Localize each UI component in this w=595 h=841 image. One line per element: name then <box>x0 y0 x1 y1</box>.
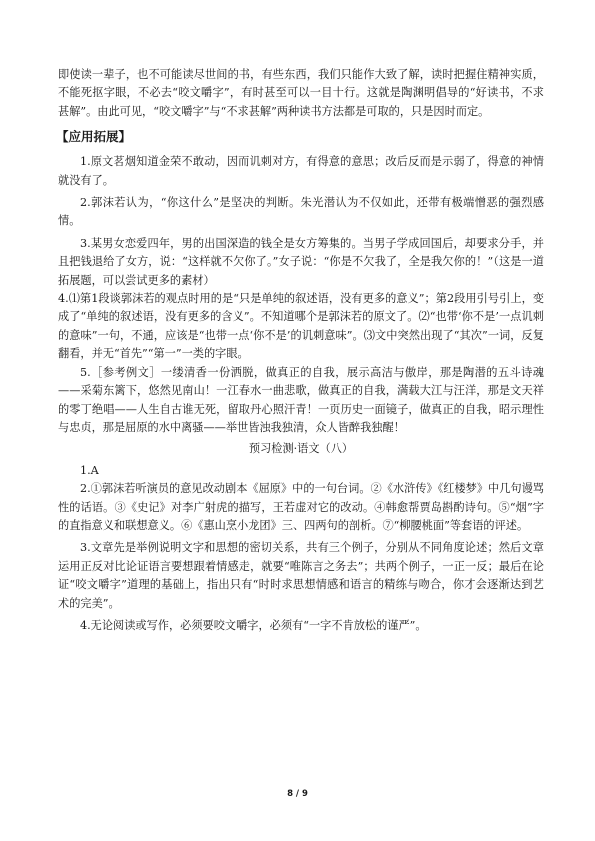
answer-2: 2.郭沫若认为，“你这什么”是坚决的判断。朱光潜认为不仅如此，还带有极端憎恶的强烈感情。 <box>58 196 544 228</box>
answer-5: 5.［参考例文］一缕清香一份洒脱，做真正的自我，展示高洁与傲岸，那是陶潜的五斗诗魂——采菊东篱下，悠然见南山！一江春水一曲悲歌，做真正的自我，满载大江与汪洋，那是文天祥的零丁绝唱——人生自古谁无死，留取丹心照汗青！一页历史一面镜子，做真正的自我，昭示理性与忠贞，那是屈原的水中离骚——举世皆浊我独清，众人皆醉我独醒！ <box>58 365 544 434</box>
answer-1: 1.原文茗烟知道金荣不敢动，因而讥刺对方，有得意的意思；改后反而是示弱了，得意的神情就没有了。 <box>58 155 544 187</box>
section-heading: 【应用拓展】 <box>56 129 132 145</box>
page-number: 8 / 9 <box>287 789 308 799</box>
answer-4: 4.⑴第1段谈郭沫若的观点时用的是“只是单纯的叙述语，没有更多的意义”；第2段用引号引上，变成了“单纯的叙述语，没有更多的含义”。不知道哪个是郭沫若的原文了。⑵“也带‘你不是’一点讥刺的意味”一句，不通，应该是“也带一点‘你不是’的讥刺意味”。⑶文中突然出现了“其次”一词，反复翻看，并无“首先”“第一”一类的字眼。 <box>58 292 544 361</box>
page-content <box>58 66 544 635</box>
subsection-title: 预习检测·语文（八） <box>248 442 354 456</box>
answer-3: 3.某男女恋爱四年，男的出国深造的钱全是女方筹集的。当男子学成回国后，却要求分手，并且把钱退给了女方，说：“这样就不欠你了。”女子说：“你是不欠我了，全是我欠你的！”（这是一道拓展题，可以尝试更多的素材） <box>58 236 544 287</box>
intro-paragraph: 即使读一辈子，也不可能读尽世间的书，有些东西，我们只能作大致了解，读时把握住精神实质，不能死抠字眼，不必去“咬文嚼字”，有时甚至可以一目十行。这就是陶渊明倡导的“好读书，不求甚解”。由此可见，“咬文嚼字”与“不求甚解”两种读书方法都是可取的，只是因时而定。 <box>58 68 544 118</box>
preview-answer-1: 1.A <box>80 463 99 477</box>
preview-answer-2: 2.①郭沫若听演员的意见改动剧本《屈原》中的一句台词。②《水浒传》《红楼梦》中几句谩骂性的话语。③《史记》对李广射虎的描写，王若虚对它的改动。④韩愈帮贾岛斟酌诗句。⑤“烟”字的直指意义和联想意义。⑥《惠山烹小龙团》三、四两句的剖析。⑦“柳腰桃面”等套语的评述。 <box>58 482 544 532</box>
preview-answer-3: 3.文章先是举例说明文字和思想的密切关系，共有三个例子，分别从不同角度论述；然后文章运用正反对比论证语言要想跟着情感走，就要“唯陈言之务去”；共两个例子，一正一反；最后在论证“咬文嚼字”道理的基础上，指出只有“时时求思想情感和语言的精练与吻合，你才会逐渐达到艺术的完美”。 <box>58 541 544 610</box>
preview-answer-4: 4.无论阅读或写作，必须要咬文嚼字，必须有“一字不肯放松的谨严”。 <box>80 618 427 632</box>
